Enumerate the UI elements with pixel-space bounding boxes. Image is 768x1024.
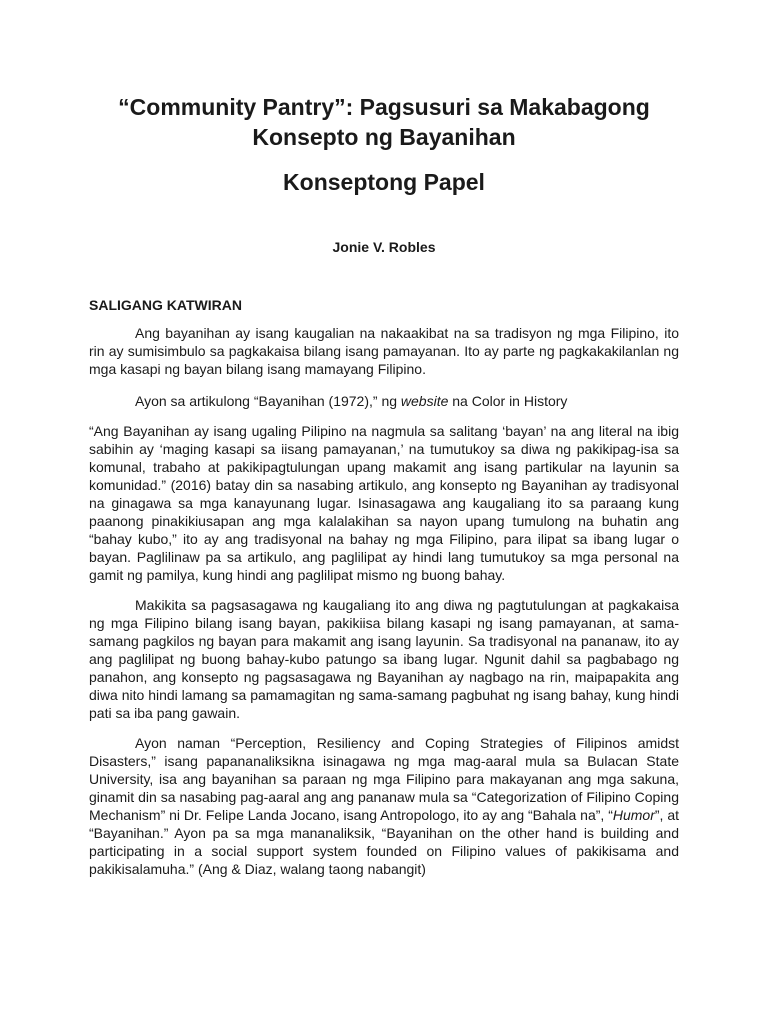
paragraph-1: Ang bayanihan ay isang kaugalian na nakaakibat na sa tradisyon ng mga Filipino, ito rin ay sumisimbulo sa pagkakaisa bilang isang pamayanan. Ito ay parte ng pagkakakilanlan ng mga kasapi ng bayan bilang isang mamayang Filipino. (89, 325, 679, 377)
paragraph-2-text-b: na Color in History (448, 393, 568, 409)
section-heading: SALIGANG KATWIRAN (89, 297, 242, 313)
page-title: “Community Pantry”: Pagsusuri sa Makabagong Konsepto ng Bayanihan (118, 94, 650, 150)
paragraph-5-text-b: ”, at “Bayanihan.” Ayon pa sa mga mananaliksik, “Bayanihan on the other hand is building and participating in a social support system founded on Filipino values of pakikisama and pakikisalamuha.” (Ang & Diaz, walang taong nabangit) (89, 807, 679, 877)
document-page (89, 92, 679, 878)
paragraph-2 (89, 392, 679, 410)
paragraph-5-emphasis: Humor (612, 807, 655, 823)
paragraph-5 (89, 734, 679, 878)
paragraph-3: “Ang Bayanihan ay isang ugaling Pilipino na nagmula sa salitang ‘bayan’ na ang literal na ibig sabihin ay ‘maging kasapi sa iisang pamayanan,’ na tumutukoy sa diwa ng pakikipag-isa sa komunal, trabaho at pakikipagtulungan upang makamit ang isang partikular na layunin sa komunidad.” (2016) batay din sa nasabing artikulo, ang konsepto ng Bayanihan ay tradisyonal na ginagawa sa mga kanayunang lugar. Isinasagawa ang kaugaliang ito sa paraang kung paanong pinakikiusapan ang mga kalalakihan sa nayon upang tumulong na buhatin ang “bahay kubo,” ito ay ang tradisyonal na bahay ng mga Filipino, para ilipat sa ibang lugar o bayan. Paglilinaw pa sa artikulo, ang paglilipat ay hindi lang tumutukoy sa mga personal na gamit ng pamilya, kung hindi ang paglilipat mismo ng buong bahay. (89, 423, 679, 583)
paragraph-2-text-a: Ayon sa artikulong “Bayanihan (1972),” ng (135, 393, 401, 409)
page-subtitle: Konseptong Papel (283, 169, 485, 195)
paragraph-5-text-a: Ayon naman “Perception, Resiliency and Coping Strategies of Filipinos amidst Disasters,” isang papananaliksikna isinagawa ng mga mag-aaral mula sa Bulacan State University, isa ang bayanihan sa paraan ng mga Filipino para makayanan ang mga sakuna, ginamit din sa nasabing pag-aaral ang ang pananaw mula sa “Categorization of Filipino Coping Mechanism” ni Dr. Felipe Landa Jocano, isang Antropologo, ito ay ang “Bahala na”, “ (89, 735, 679, 823)
paragraph-2-emphasis: website (400, 393, 449, 409)
paragraph-4: Makikita sa pagsasagawa ng kaugaliang ito ang diwa ng pagtutulungan at pagkakaisa ng mga Filipino bilang isang bayan, pakikiisa bilang kasapi ng isang pamayanan, at sama-samang pagkilos ng bayan para makamit ang isang layunin. Sa tradisyonal na pananaw, ito ay ang paglilipat ng buong bahay-kubo patungo sa ibang lugar. Ngunit dahil sa pagbabago ng panahon, ang konsepto ng pagsasagawa ng Bayanihan ay nagbago na rin, maipapakita ang diwa nito hindi lamang sa pamamagitan ng sama-samang pagbuhat ng isang bahay, kung hindi pati sa iba pang gawain. (89, 597, 679, 721)
author-name: Jonie V. Robles (332, 239, 436, 255)
